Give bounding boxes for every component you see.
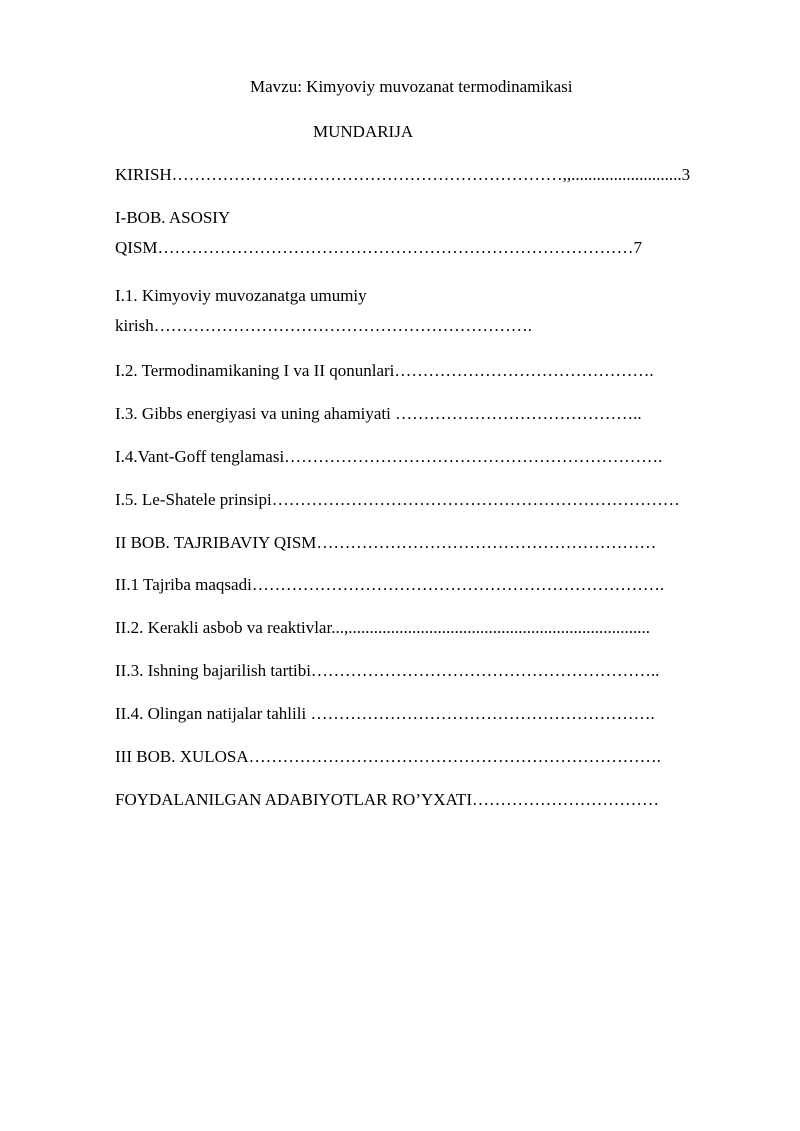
toc-entry-1-2: I.2. Termodinamikaning I va II qonunlari………………………………………. [115, 361, 654, 380]
toc-entry-references: FOYDALANILGAN ADABIYOTLAR RO’YXATI…………………………… [115, 790, 659, 809]
toc-entry-2-4: II.4. Olingan natijalar tahlili ……………………………………………………. [115, 704, 655, 723]
toc-entry-bob3: III BOB. XULOSA………………………………………………………………. [115, 747, 661, 766]
toc-entry-1-1-line1: I.1. Kimyoviy muvozanatga umumiy [115, 286, 367, 305]
document-topic: Mavzu: Kimyoviy muvozanat termodinamikasi [250, 77, 573, 96]
toc-entry-2-1: II.1 Tajriba maqsadi………………………………………………………………. [115, 575, 665, 594]
toc-entry-kirish: KIRISH……………………………………………………………,,..........................3 [115, 165, 691, 184]
toc-entry-1-4: I.4.Vant-Goff tenglamasi…………………………………………………………. [115, 447, 663, 466]
toc-entry-1-1-line2: kirish…………………………………………………………. [115, 316, 532, 335]
toc-entry-bob2: II BOB. TAJRIBAVIY QISM…………………………………………………… [115, 533, 657, 552]
toc-entry-1-5: I.5. Le-Shatele prinsipi……………………………………………………………… [115, 490, 680, 509]
toc-entry-bob1-line1: I-BOB. ASOSIY [115, 208, 231, 227]
toc-entry-bob1-line2: QISM…………………………………………………………………………7 [115, 238, 643, 257]
toc-entry-2-2: II.2. Kerakli asbob va reaktivlar...,....................................................................... [115, 618, 650, 637]
toc-entry-1-3: I.3. Gibbs energiyasi va uning ahamiyati …………………………………….. [115, 404, 642, 423]
toc-entry-2-3: II.3. Ishning bajarilish tartibi…………………………………………………….. [115, 661, 660, 680]
toc-heading: MUNDARIJA [313, 122, 414, 141]
